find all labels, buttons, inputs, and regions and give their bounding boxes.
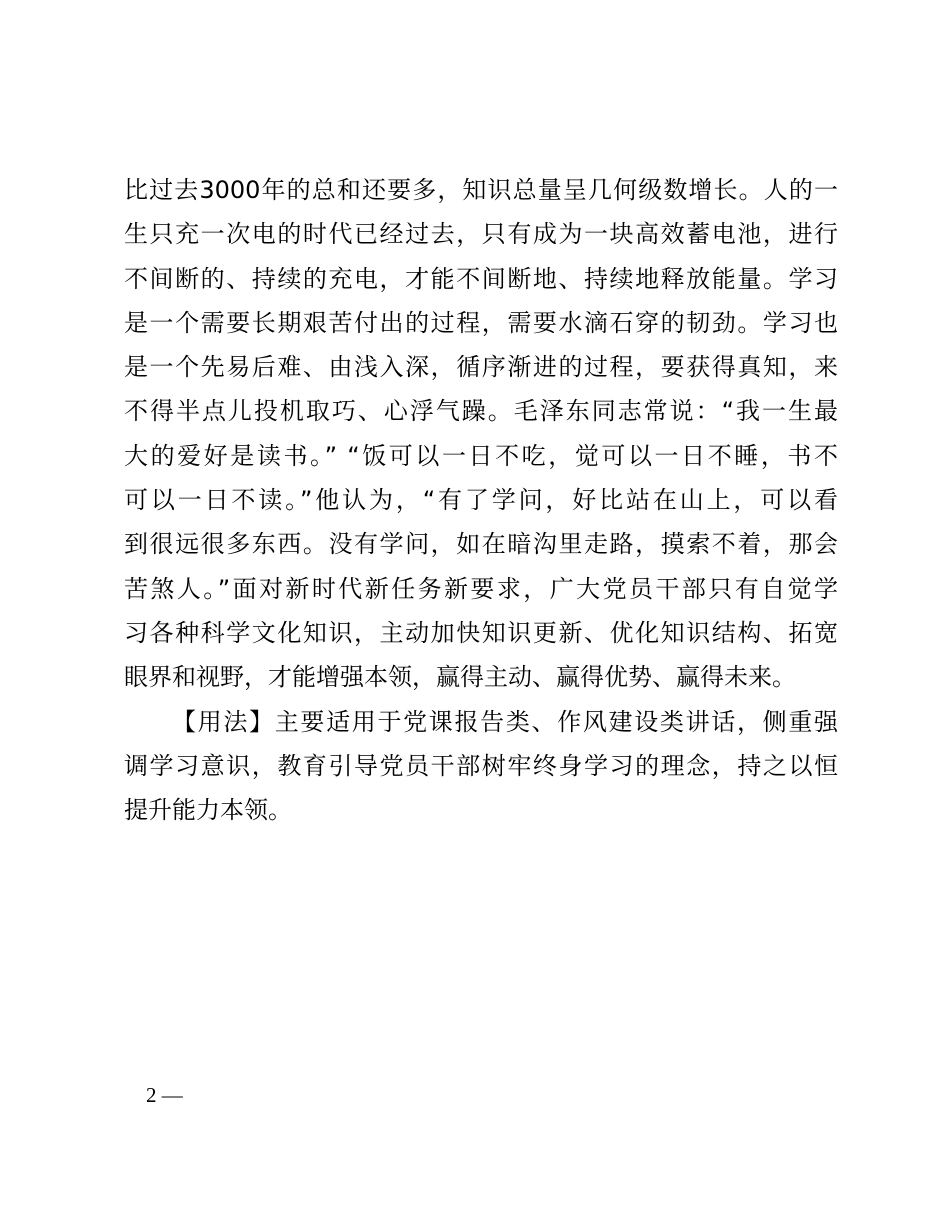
- paragraph-line: 调学习意识，教育引导党员干部树牢终身学习的理念，持之以恒: [124, 751, 838, 780]
- paragraph-line: 不得半点儿投机取巧、心浮气躁。毛泽东同志常说：“我一生最: [124, 397, 838, 426]
- paragraph-line: 可以一日不读。”他认为，“有了学问，好比站在山上，可以看: [124, 486, 838, 515]
- paragraph-line: 比过去3000年的总和还要多，知识总量呈几何级数增长。人的一: [124, 176, 838, 204]
- paragraph-line: 是一个需要长期艰苦付出的过程，需要水滴石穿的韧劲。学习也: [124, 308, 838, 337]
- paragraph-continued-text: [124, 168, 838, 700]
- paragraph-line: 苦煞人。”面对新时代新任务新要求，广大党员干部只有自觉学: [124, 574, 838, 603]
- paragraph-line: 到很远很多东西。没有学问，如在暗沟里走路，摸索不着，那会: [124, 530, 838, 559]
- document-body: [124, 168, 838, 832]
- paragraph-line: 不间断的、持续的充电，才能不间断地、持续地释放能量。学习: [124, 264, 838, 293]
- page-number: 2 —: [146, 1083, 183, 1107]
- paragraph-line: 习各种科学文化知识，主动加快知识更新、优化知识结构、拓宽: [124, 618, 838, 647]
- paragraph-line: 大的爱好是读书。” “饭可以一日不吃，觉可以一日不睡，书不: [124, 441, 838, 470]
- paragraph-line: 是一个先易后难、由浅入深，循序渐进的过程，要获得真知，来: [124, 353, 838, 382]
- paragraph-line: 【用法】主要适用于党课报告类、作风建设类讲话，侧重强: [172, 707, 838, 736]
- paragraph-usage: [124, 700, 838, 833]
- paragraph-line: 提升能力本领。: [124, 796, 292, 825]
- paragraph-line: 生只充一次电的时代已经过去，只有成为一块高效蓄电池，进行: [124, 220, 838, 249]
- paragraph-line: 眼界和视野，才能增强本领，赢得主动、赢得优势、赢得未来。: [124, 663, 796, 692]
